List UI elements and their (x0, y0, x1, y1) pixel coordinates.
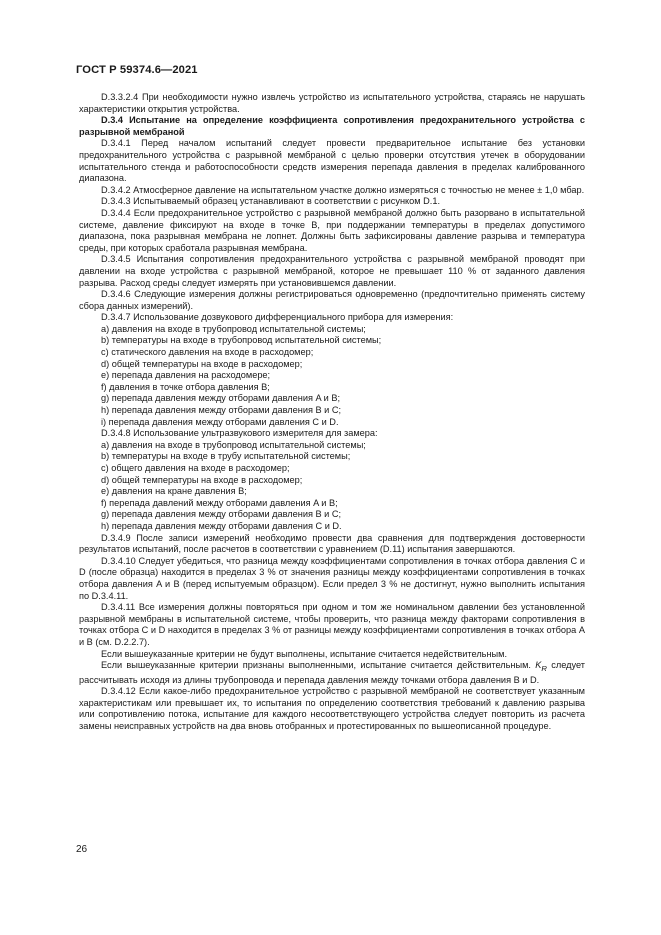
paragraph-d343: D.3.4.3 Испытываемый образец устанавливают в соответствии с рисунком D.1. (101, 196, 441, 207)
paragraph-d3410: D.3.4.10 Следует убедиться, что разница между коэффициентами сопротивления в точках отбора давления C и D (после образца) находится в пределах 3 % от значения разницы между коэффициентами сопротивления в точках отбора давления A и B (перед испытуемым образцом). Если предел 3 % не достигнут, нужно выполнить испытания по D.3.4.11. (79, 555, 585, 601)
list-item: a) давления на входе в трубопровод испытательной системы; (101, 439, 366, 450)
section-heading-d34: D.3.4 Испытание на определение коэффициента сопротивления предохранительного устройства с разрывной мембраной (79, 115, 585, 137)
paragraph-d342: D.3.4.2 Атмосферное давление на испытательном участке должно измеряться с точностью не менее ± 1,0 мбар. (101, 184, 585, 195)
list-item: i) перепада давления между отборами давления C и D. (101, 416, 339, 427)
document-header: ГОСТ Р 59374.6—2021 (76, 64, 198, 76)
paragraph-d3411: D.3.4.11 Все измерения должны повторяться при одном и том же номинальном давлении без установленной разрывной мембраны в испытательной системе, чтобы проверить, что разница между факторами сопротивления в точках отбора C и D находится в пределах 3 % от разницы между коэффициентами сопротивления в точках отбора A и B (см. D.2.2.7). (79, 602, 585, 647)
paragraph-d345: D.3.4.5 Испытания сопротивления предохранительного устройства с разрывной мембраной проводят при давлении на входе устройства с разрывной мембраной, которое не превышает 110 % от заданного давления разрыва. Расход среды следует измерять при установившемся давлении. (79, 254, 585, 288)
list-item: c) статического давления на входе в расходомер; (101, 347, 314, 358)
paragraph-criteria-pass (79, 660, 585, 686)
list-item: d) общей температуры на входе в расходомер; (101, 474, 303, 485)
list-item: e) давления на кране давления B; (101, 486, 247, 497)
paragraph-d348: D.3.4.8 Использование ультразвукового измерителя для замера: (101, 428, 378, 439)
kr-symbol: $K_R$ (535, 660, 547, 673)
page-number: 26 (76, 844, 88, 855)
paragraph-d344: D.3.4.4 Если предохранительное устройство с разрывной мембраной должно быть разорвано в испытательной системе, давление фиксируют на входе в точке B, при поддержании температуры в пределах допустимого диапазона, пока разрывная мембрана не лопнет. Должны быть зафиксированы давление разрыва и температура среды, при которых сработала разрывная мембрана. (79, 207, 585, 253)
list-item: b) температуры на входе в трубопровод испытательной системы; (101, 335, 382, 346)
list-item: c) общего давления на входе в расходомер; (101, 463, 290, 473)
paragraph-d346: D.3.4.6 Следующие измерения должны регистрироваться одновременно (предпочтительно применять систему сбора данных измерений). (79, 289, 585, 311)
list-item: g) перепада давления между отборами давления A и B; (101, 393, 341, 404)
criteria-pass-text: Если вышеуказанные критерии признаны выполненными, испытание считается действительным. (101, 660, 531, 671)
criteria-pass-text-end: следует рассчитывать исходя из длины трубопровода и перепада давления между точками отбора давления B и D. (79, 660, 586, 685)
list-item: f) перепада давлений между отборами давления A и B; (101, 497, 338, 508)
paragraph-d347: D.3.4.7 Использование дозвукового дифференциального прибора для измерения: (101, 312, 454, 323)
list-item: a) давления на входе в трубопровод испытательной системы; (101, 323, 366, 334)
list-item: g) перепада давления между отборами давления B и C; (101, 509, 342, 520)
list-item: d) общей температуры на входе в расходомер; (101, 358, 303, 369)
list-item: b) температуры на входе в трубу испытательной системы; (101, 451, 351, 462)
document-body (79, 92, 585, 732)
paragraph-d3324: D.3.3.2.4 При необходимости нужно извлечь устройство из испытательного устройства, стараясь не нарушать характеристики открытия устройства. (79, 92, 585, 114)
list-item: e) перепада давления на расходомере; (101, 370, 271, 381)
paragraph-d349: D.3.4.9 После записи измерений необходимо провести два сравнения для подтверждения достоверности результатов испытаний, после расчетов в соответствии с уравнением (D.11) испытания завершаются. (79, 532, 585, 555)
paragraph-criteria-fail: Если вышеуказанные критерии не будут выполнены, испытание считается недействительным. (101, 648, 508, 659)
list-item: h) перепада давления между отборами давления B и C; (101, 405, 342, 416)
paragraph-d341: D.3.4.1 Перед началом испытаний следует провести предварительное испытание без установки предохранительного устройства с разрывной мембраной с целью проверки отсутствия утечек в оборудовании испытательного стенда и работоспособности средств измерения перепада давления в пределах калиброванного диапазона. (79, 138, 585, 184)
paragraph-d3412: D.3.4.12 Если какое-либо предохранительное устройство с разрывной мембраной не соответствует указанным характеристикам или превышает их, то испытания по определению соответствия требований к давлению разрыва или сопротивлению потока, испытание для каждого несоответствующего устройства следует повторить из расчета замены неисправных устройств на два вновь отобранных и протестированных по вышеописанной процедуре. (79, 686, 585, 731)
list-item: h) перепада давления между отборами давления C и D. (101, 520, 342, 531)
list-item: f) давления в точке отбора давления B; (101, 381, 270, 392)
